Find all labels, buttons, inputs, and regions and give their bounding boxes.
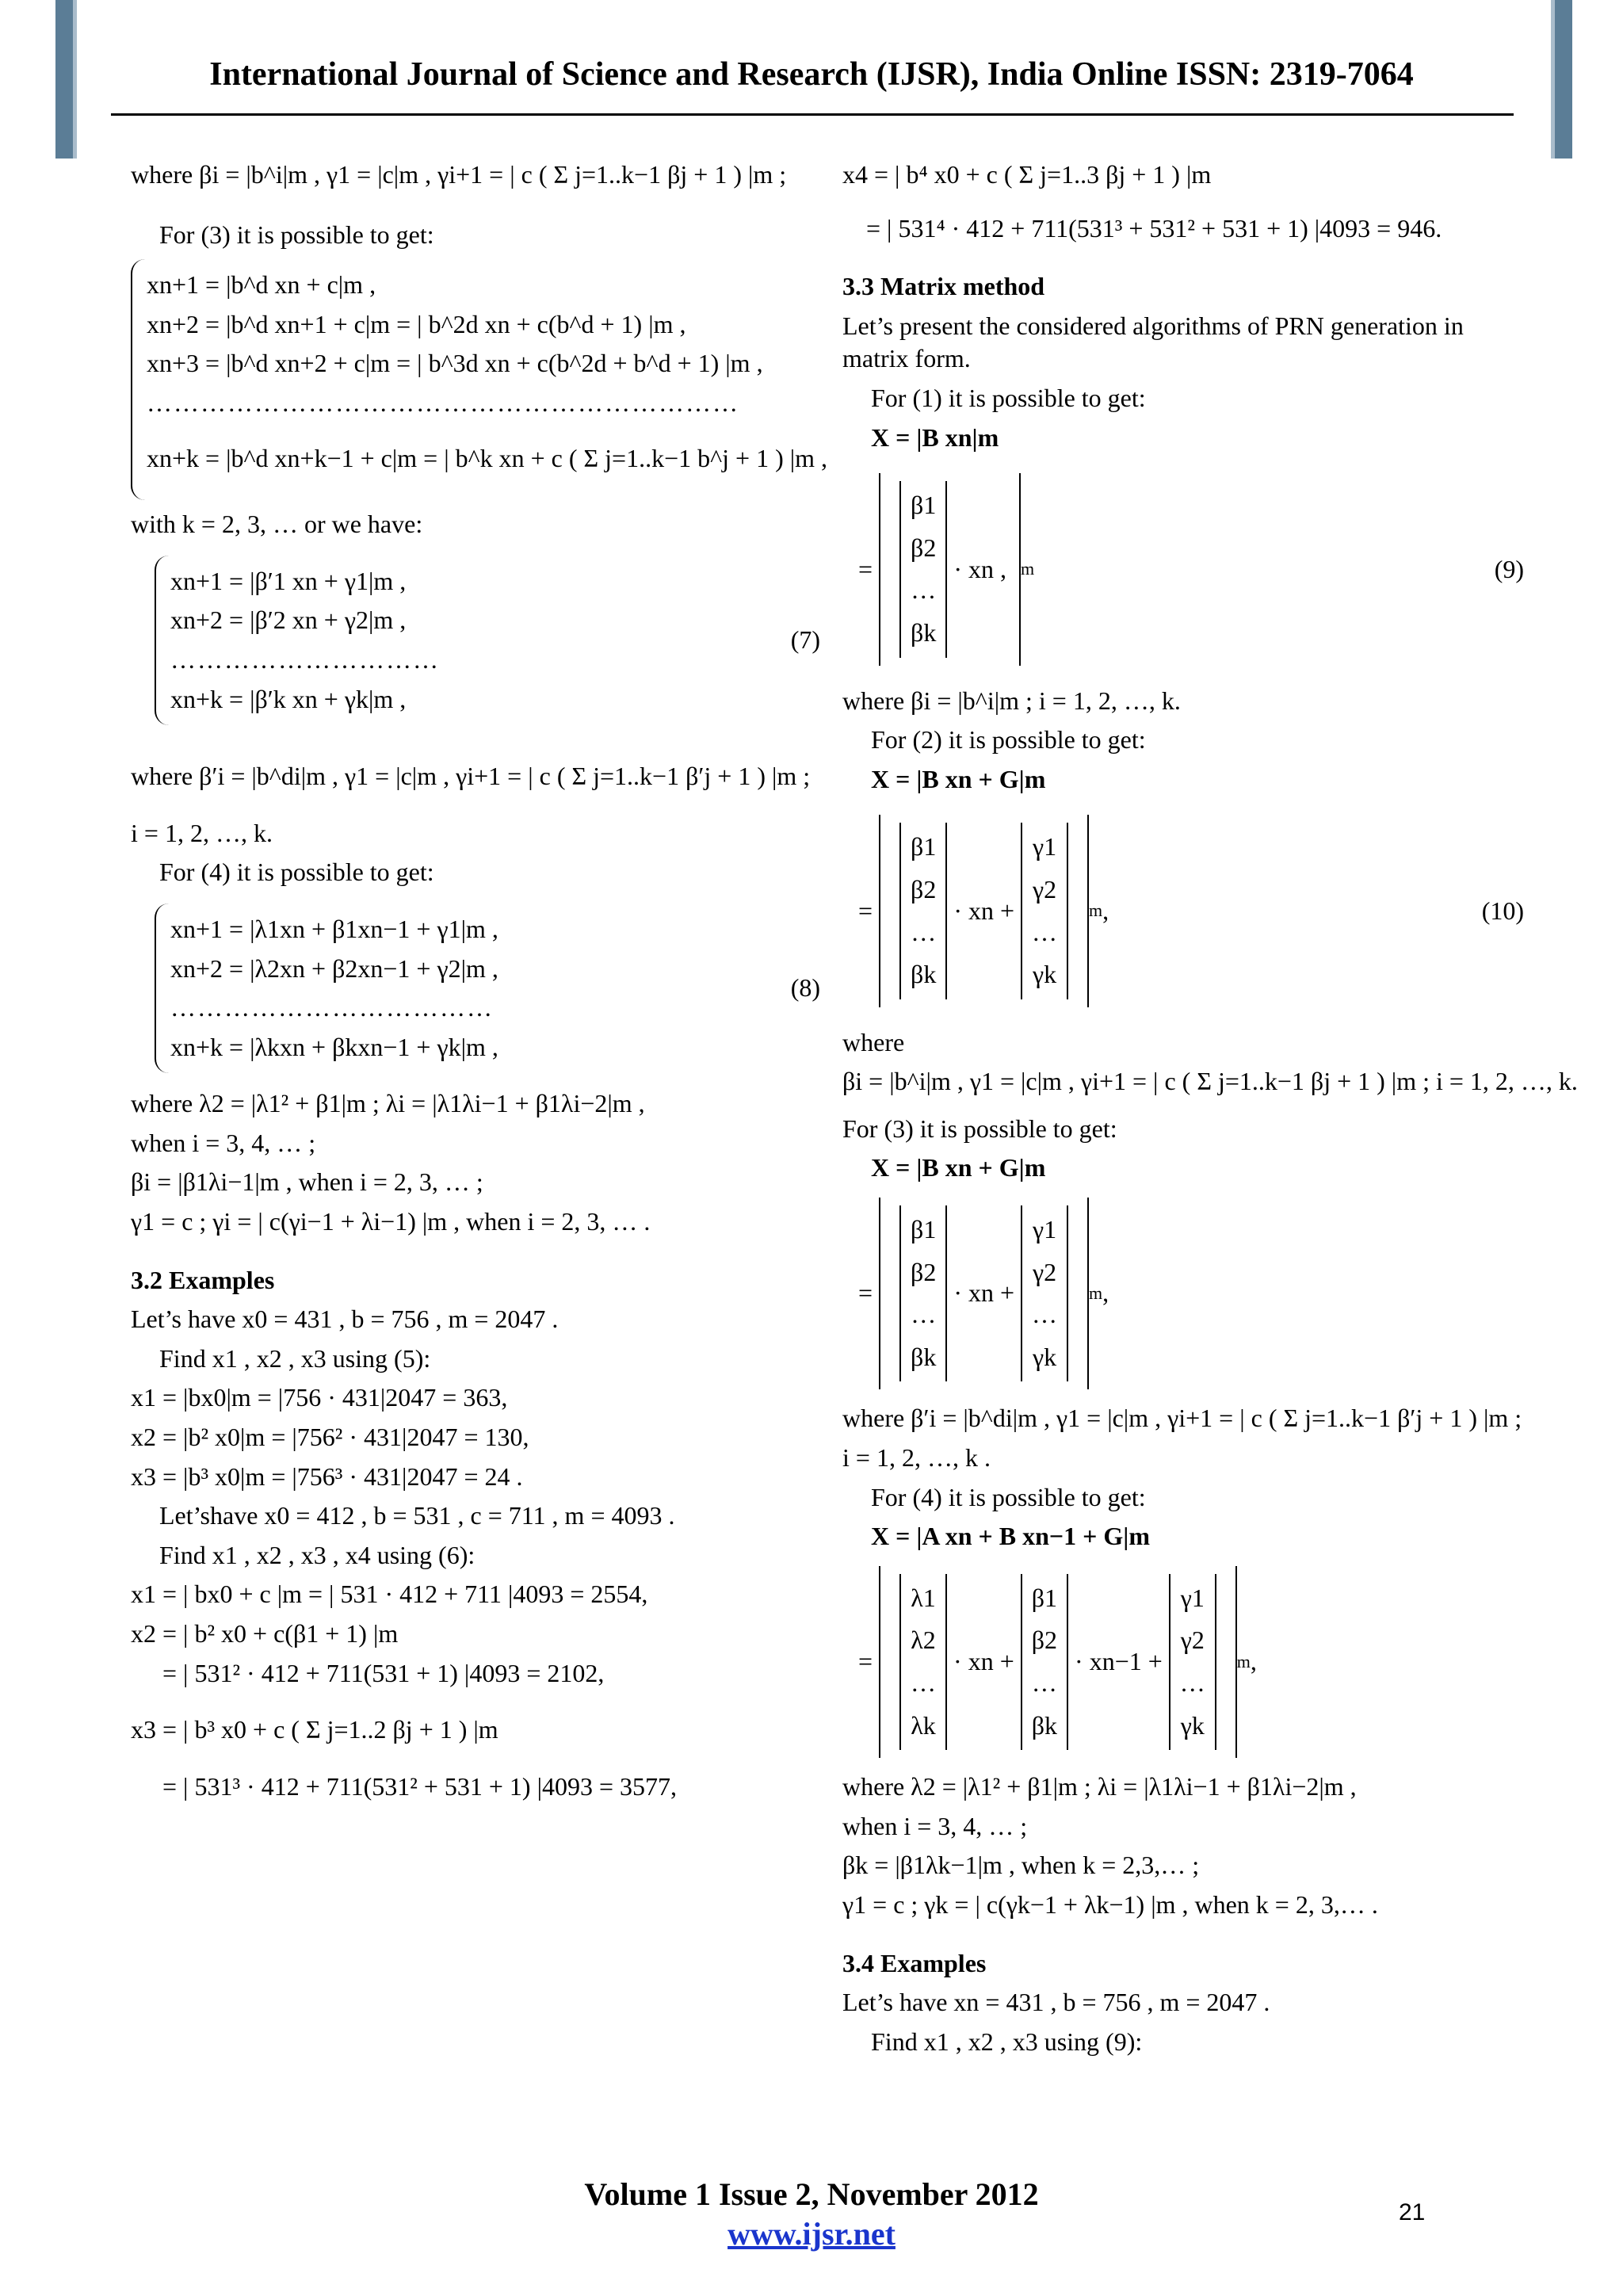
system-eq7 xyxy=(155,556,757,725)
when-i34: when i = 3, 4, … ; xyxy=(131,1128,316,1157)
example1-x1: x1 = |bx0|m = |756 · 431|2047 = 363, xyxy=(131,1383,508,1412)
with-k-text: with k = 2, 3, … or we have: xyxy=(131,510,423,539)
equation-7 xyxy=(131,548,820,733)
example2-find: Find x1 , x2 , x3 , x4 using (6): xyxy=(159,1540,475,1569)
for4-right-text: For (4) it is possible to get: xyxy=(871,1482,1146,1511)
lambda-vector: λ1 λ2 … λk xyxy=(899,1574,947,1750)
for3-text: For (3) it is possible to get: xyxy=(159,220,434,249)
for4-text: For (4) it is possible to get: xyxy=(159,858,434,887)
section-3-3-heading: 3.3 Matrix method xyxy=(842,272,1045,301)
section-3-4-heading: 3.4 Examples xyxy=(842,1948,987,1977)
X-eq9: X = |B xn|m xyxy=(871,422,999,452)
i-range-right: i = 1, 2, …, k . xyxy=(842,1443,991,1473)
sys3-row-1: xn+1 = |b^d xn + c|m , xyxy=(147,270,376,300)
sys8-row-2: xn+2 = |λ2xn + β2xn−1 + γ2|m , xyxy=(170,953,498,983)
beta-i-def: βi = |β1λi−1|m , when i = 2, 3, … ; xyxy=(131,1167,483,1197)
sys3-row-dots: ………………………………………………………… xyxy=(147,388,739,417)
gamma-vector: γ1 γ2 … γk xyxy=(1021,823,1068,999)
example1-find: Find x1 , x2 , x3 using (5): xyxy=(159,1343,431,1373)
beta-vector: β1 β2 … βk xyxy=(899,481,947,657)
equation-number-7: (7) xyxy=(790,625,820,655)
sys7-row-1: xn+1 = |β′1 xn + γ1|m , xyxy=(170,566,407,595)
example2-given: Let’shave x0 = 412 , b = 531 , c = 711 , m = 4093 . xyxy=(159,1501,675,1530)
equation-number-8: (8) xyxy=(790,973,820,1003)
equation-10 xyxy=(842,802,1524,1019)
example2-x2-value: = | 531² · 412 + 711(531 + 1) |4093 = 2102, xyxy=(162,1658,605,1687)
where-eq6: where βi = |b^i|m , γ1 = |c|m , γi+1 = | c ( Σ j=1..k−1 βj + 1 ) |m ; xyxy=(131,160,787,189)
example1-x2: x2 = |b² x0|m = |756² · 431|2047 = 130, xyxy=(131,1423,529,1452)
matrix-eq10: = β1 β2 … βk · xn + γ1 γ2 … γk m , xyxy=(858,815,1461,1007)
where-eq9: where βi = |b^i|m ; i = 1, 2, …, k. xyxy=(842,686,1181,715)
sys7-row-k: xn+k = |β′k xn + γk|m , xyxy=(170,684,407,713)
x4-value: = | 531⁴ · 412 + 711(531³ + 531² + 531 + 1) |4093 = 946. xyxy=(866,213,1442,243)
sys7-row-dots: ………………………… xyxy=(170,644,440,674)
footer-volume: Volume 1 Issue 2, November 2012 xyxy=(584,2176,1039,2212)
where-label: where xyxy=(842,1027,905,1056)
beta-k-def: βk = |β1λk−1|m , when k = 2,3,… ; xyxy=(842,1851,1200,1880)
sys7-row-2: xn+2 = |β′2 xn + γ2|m , xyxy=(170,606,407,635)
X-eq12: X = |A xn + B xn−1 + G|m xyxy=(871,1522,1150,1551)
where-eq11: where β′i = |b^di|m , γ1 = |c|m , γi+1 = | c ( Σ j=1..k−1 β′j + 1 ) |m ; xyxy=(842,1404,1522,1433)
sys3-row-3: xn+3 = |b^d xn+2 + c|m = | b^3d xn + c(b^2d + b^d + 1) |m , xyxy=(147,349,763,378)
equation-9 xyxy=(842,460,1524,678)
where-eq12: where λ2 = |λ1² + β1|m ; λi = |λ1λi−1 + β1λi−2|m , xyxy=(842,1772,1357,1801)
left-column xyxy=(131,127,828,1809)
equation-number-10: (10) xyxy=(1481,896,1524,925)
X-eq11: X = |B xn + G|m xyxy=(871,1153,1046,1182)
matrix-eq11: = β1 β2 … βk · xn + γ1 γ2 … γk m , xyxy=(858,1198,1524,1389)
sys8-row-k: xn+k = |λkxn + βkxn−1 + γk|m , xyxy=(170,1032,498,1061)
example3-find: Find x1 , x2 , x3 using (9): xyxy=(871,2027,1143,2056)
beta-vector: β1 β2 … βk xyxy=(899,823,947,999)
equation-8 xyxy=(131,896,820,1081)
example2-x3-value: = | 531³ · 412 + 711(531² + 531 + 1) |4093 = 3577, xyxy=(162,1771,678,1801)
gamma-k-def: γ1 = c ; γk = | c(γk−1 + λk−1) |m , when k = 2, 3,… . xyxy=(842,1889,1378,1919)
i-range-text: i = 1, 2, …, k. xyxy=(131,818,273,847)
footer-url-link[interactable]: www.ijsr.net xyxy=(727,2216,896,2252)
gamma-def: γ1 = c ; γi = | c(γi−1 + λi−1) |m , when i = 2, 3, … . xyxy=(131,1207,651,1236)
example2-x3: x3 = | b³ x0 + c ( Σ j=1..2 βj + 1 ) |m xyxy=(131,1715,498,1744)
example1-given: Let’s have x0 = 431 , b = 756 , m = 2047 . xyxy=(131,1305,559,1334)
where-eq8: where λ2 = |λ1² + β1|m ; λi = |λ1λi−1 + β1λi−2|m , xyxy=(131,1089,645,1118)
section-3-2-heading: 3.2 Examples xyxy=(131,1265,275,1294)
right-column xyxy=(842,127,1578,2065)
gamma-vector: γ1 γ2 … γk xyxy=(1169,1574,1216,1750)
sys8-row-1: xn+1 = |λ1xn + β1xn−1 + γ1|m , xyxy=(170,914,498,943)
sys8-row-dots: ……………………………… xyxy=(170,993,494,1022)
when-i34-right: when i = 3, 4, … ; xyxy=(842,1811,1028,1840)
page-number: 21 xyxy=(1399,2199,1426,2225)
matrix-intro: Let’s present the considered algorithms of PRN generation in matrix form. xyxy=(842,311,1464,373)
example1-x3: x3 = |b³ x0|m = |756³ · 431|2047 = 24 . xyxy=(131,1461,523,1491)
beta-vector: β1 β2 … βk xyxy=(1021,1574,1068,1750)
matrix-eq12: = λ1 λ2 … λk · xn + β1 β2 … βk · xn−1 + γ1 γ2 … γk m , xyxy=(858,1566,1524,1758)
gamma-vector: γ1 γ2 … γk xyxy=(1021,1205,1068,1381)
example3-given: Let’s have xn = 431 , b = 756 , m = 2047 . xyxy=(842,1988,1270,2017)
system-eq3 xyxy=(131,259,828,500)
example2-x2: x2 = | b² x0 + c(β1 + 1) |m xyxy=(131,1619,399,1648)
matrix-eq9: = β1 β2 … βk · xn , m xyxy=(858,473,1461,665)
sys3-row-2: xn+2 = |b^d xn+1 + c|m = | b^2d xn + c(b^d + 1) |m , xyxy=(147,309,686,338)
where-eq7: where β′i = |b^di|m , γ1 = |c|m , γi+1 = | c ( Σ j=1..k−1 β′j + 1 ) |m ; xyxy=(131,762,811,791)
beta-vector: β1 β2 … βk xyxy=(899,1205,947,1381)
for2-text: For (2) it is possible to get: xyxy=(871,725,1146,755)
x4-expression: x4 = | b⁴ x0 + c ( Σ j=1..3 βj + 1 ) |m xyxy=(842,160,1212,189)
journal-header: International Journal of Science and Research (IJSR), India Online ISSN: 2319-7064 xyxy=(209,56,1414,93)
where-eq10: βi = |b^i|m , γ1 = |c|m , γi+1 = | c ( Σ j=1..k−1 βj + 1 ) |m ; i = 1, 2, …, k. xyxy=(842,1067,1578,1096)
system-eq8 xyxy=(155,904,757,1073)
header-rule xyxy=(111,113,1514,116)
equation-number-9: (9) xyxy=(1494,554,1524,583)
X-eq10: X = |B xn + G|m xyxy=(871,764,1046,793)
example2-x1: x1 = | bx0 + c |m = | 531 · 412 + 711 |4093 = 2554, xyxy=(131,1580,648,1609)
for3-right-text: For (3) it is possible to get: xyxy=(842,1114,1117,1143)
sys3-row-k: xn+k = |b^d xn+k−1 + c|m = | b^k xn + c ( Σ j=1..k−1 b^j + 1 ) |m , xyxy=(147,443,828,472)
for1-text: For (1) it is possible to get: xyxy=(871,383,1146,412)
